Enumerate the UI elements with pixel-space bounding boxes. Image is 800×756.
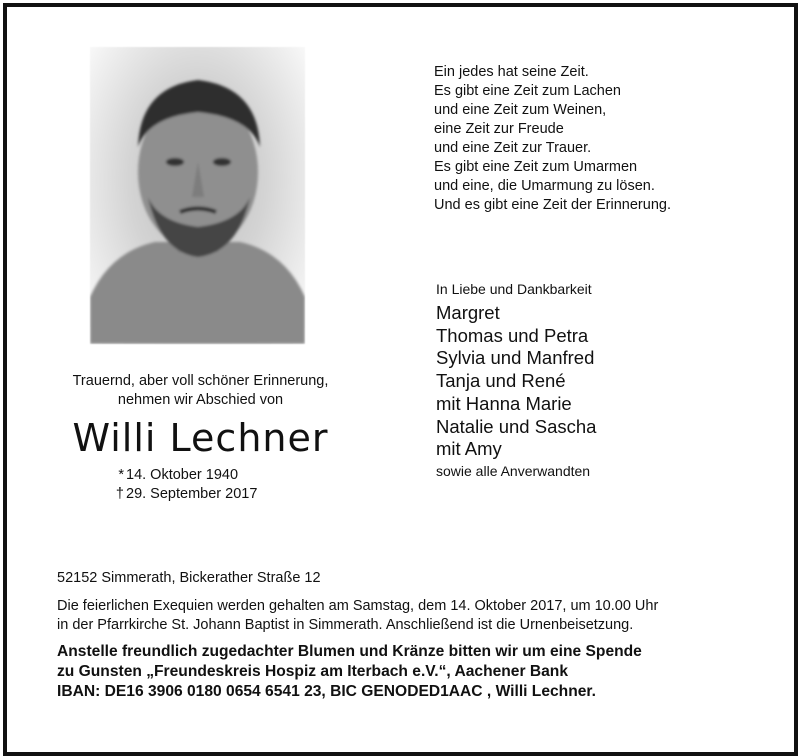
service-line: in der Pfarrkirche St. Johann Baptist in Simmerath. Anschließend ist die Urnenbeisetzung. — [57, 617, 634, 633]
service-info — [57, 597, 658, 635]
deceased-name: Willi Lechner — [72, 416, 329, 460]
poem-line: und eine Zeit zum Weinen, — [434, 102, 607, 118]
intro-line: Trauernd, aber voll schöner Erinnerung, — [72, 373, 329, 389]
death-cross-icon: † — [115, 486, 124, 502]
family-member: Margret — [436, 302, 500, 323]
poem-line: Ein jedes hat seine Zeit. — [434, 64, 589, 80]
family-heading: In Liebe und Dankbarkeit — [436, 281, 592, 297]
birth-date-row — [110, 466, 257, 485]
service-line: Die feierlichen Exequien werden gehalten am Samstag, dem 14. Oktober 2017, um 10.00 Uhr — [57, 598, 659, 614]
poem-line: Es gibt eine Zeit zum Lachen — [434, 83, 621, 99]
death-date-row — [110, 485, 257, 504]
poem-line: Es gibt eine Zeit zum Umarmen — [434, 159, 638, 175]
birth-star-icon: * — [118, 467, 124, 483]
family-member: mit Hanna Marie — [436, 392, 572, 414]
family-list — [436, 302, 596, 461]
donation-line: Anstelle freundlich zugedachter Blumen und Kränze bitten wir um eine Spende — [57, 643, 642, 660]
birth-date: 14. Oktober 1940 — [126, 467, 239, 483]
portrait-silhouette — [90, 47, 305, 344]
family-member: Natalie und Sascha — [436, 415, 597, 437]
family-member: Thomas und Petra — [436, 324, 589, 346]
life-dates — [110, 466, 257, 504]
intro-line: nehmen wir Abschied von — [117, 392, 284, 408]
intro-text — [48, 372, 353, 410]
family-member: Sylvia und Manfred — [436, 347, 595, 369]
poem-line: und eine, die Umarmung zu lösen. — [434, 178, 655, 194]
portrait-photo — [90, 47, 305, 344]
address: 52152 Simmerath, Bickerather Straße 12 — [57, 570, 321, 586]
donation-line: zu Gunsten „Freundeskreis Hospiz am Iterbach e.V.“, Aachener Bank — [57, 663, 568, 680]
family-member: mit Amy — [436, 438, 502, 460]
death-date: 29. September 2017 — [126, 486, 258, 502]
family-member: Tanja und René — [436, 370, 566, 392]
poem — [434, 63, 671, 215]
donation-line: IBAN: DE16 3906 0180 0654 6541 23, BIC GENODED1AAC , Willi Lechner. — [57, 683, 596, 700]
relatives-note: sowie alle Anverwandten — [436, 463, 591, 479]
poem-line: Und es gibt eine Zeit der Erinnerung. — [434, 197, 671, 213]
poem-line: und eine Zeit zur Trauer. — [434, 140, 592, 156]
poem-line: eine Zeit zur Freude — [434, 121, 564, 137]
donation-request — [57, 642, 642, 702]
